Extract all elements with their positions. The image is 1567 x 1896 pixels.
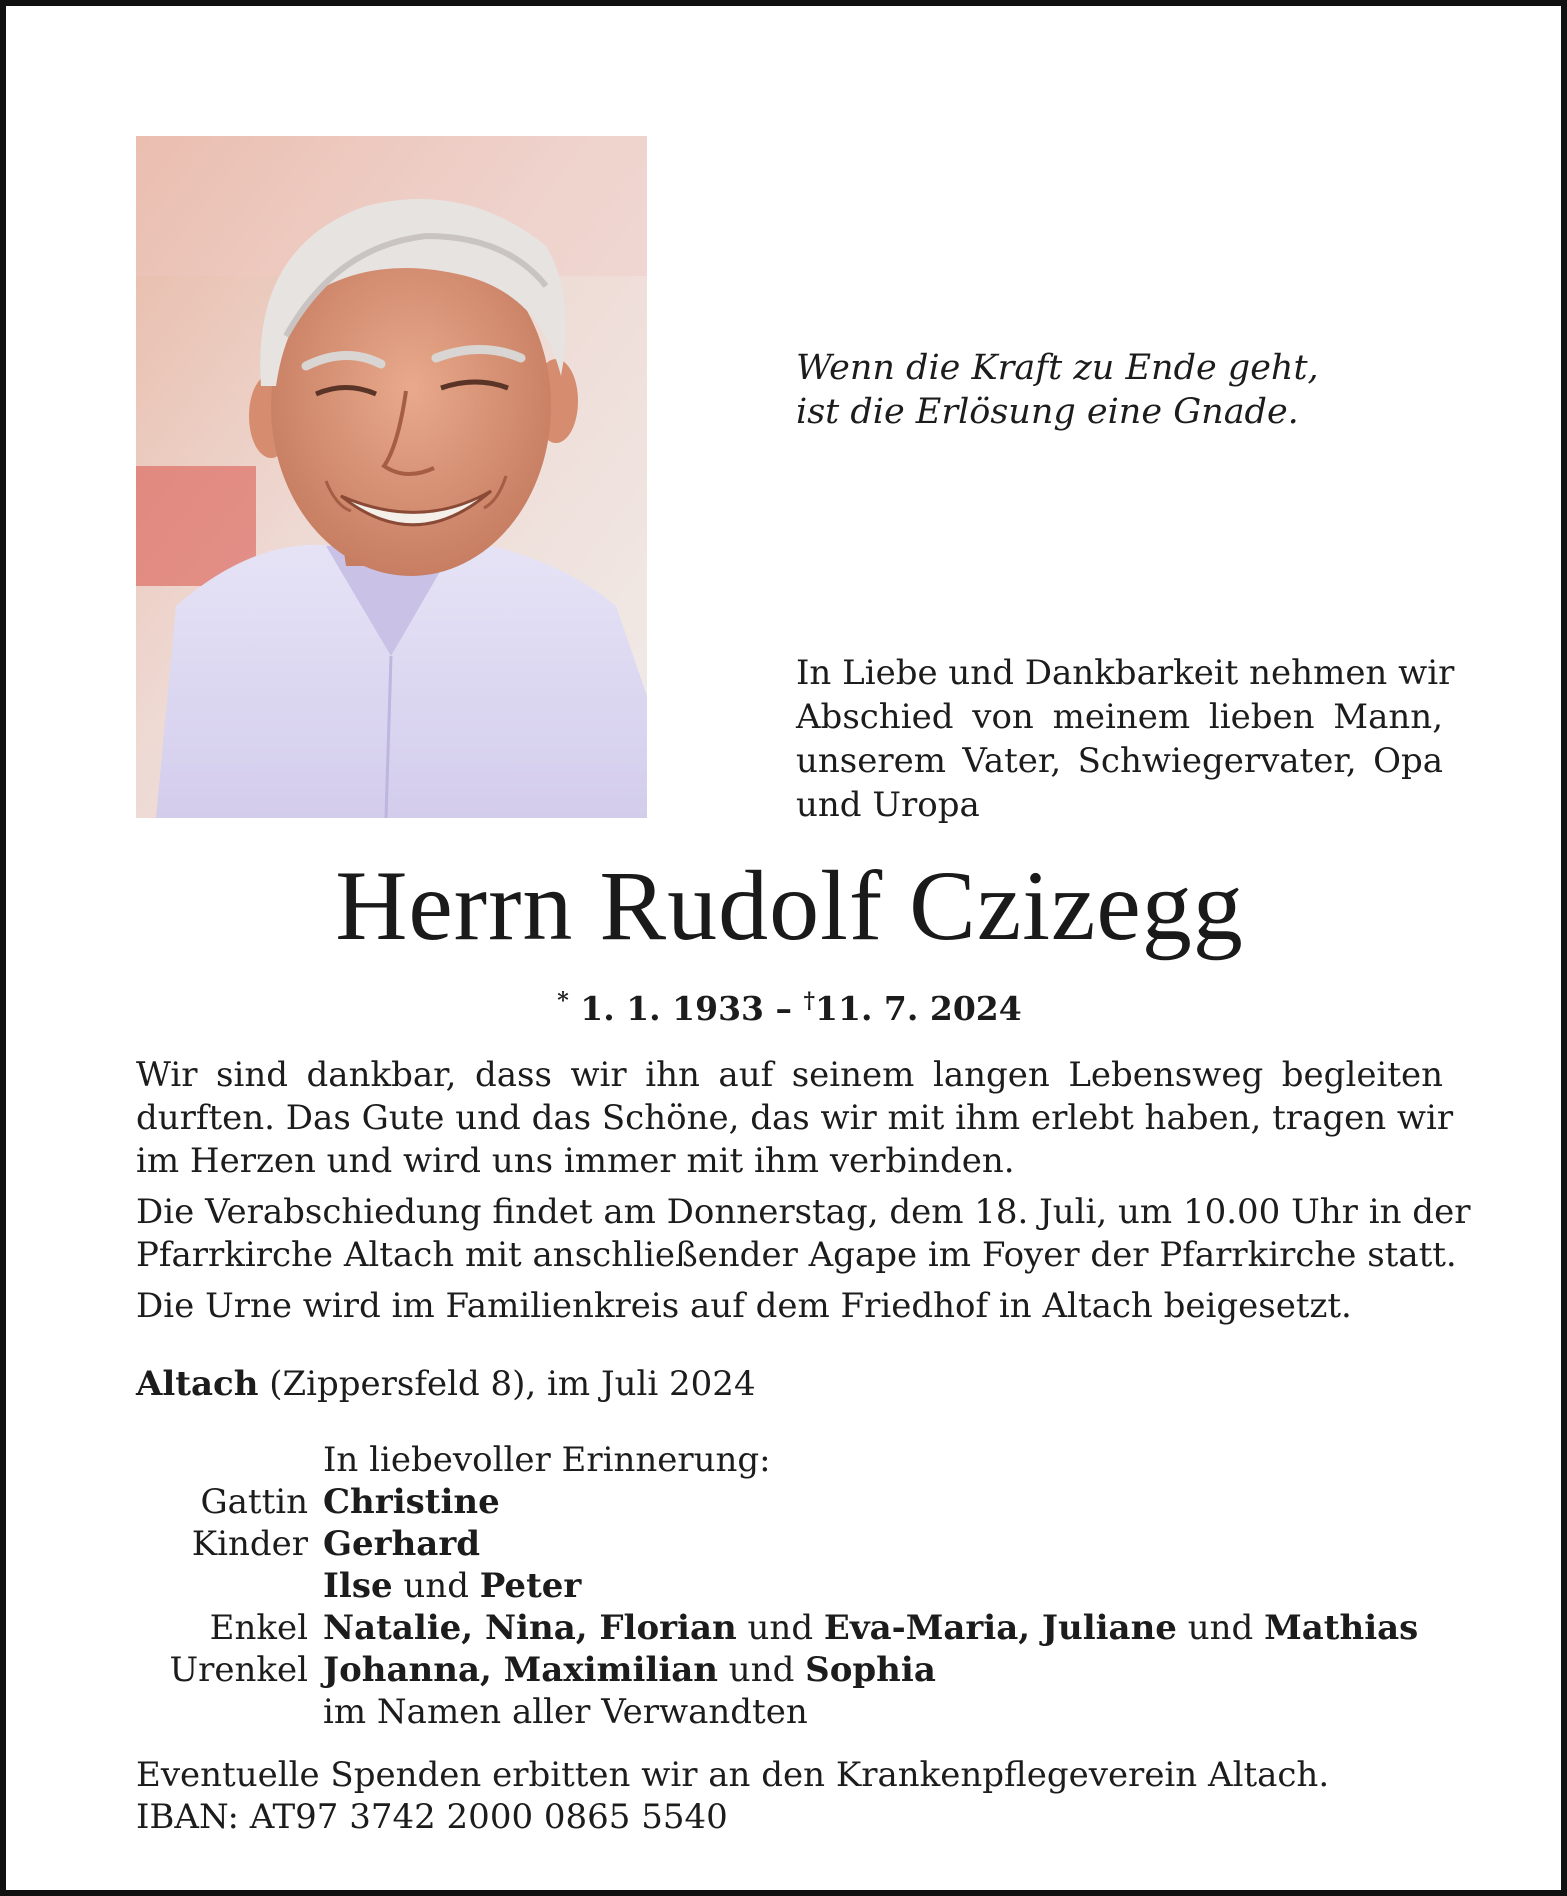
text-line: im Herzen und wird uns immer mit ihm verbinden. [136,1141,1015,1181]
text-line: durften. Das Gute und das Schöne, das wir mit ihm erlebt haben, tragen wir [136,1098,1454,1138]
mourners-list [136,1439,1456,1733]
intro-line: In Liebe und Dankbarkeit nehmen wir [796,653,1455,693]
portrait-photo [136,136,647,818]
intro-line: unserem Vater, Schwiegervater, Opa [796,741,1443,781]
mourners-heading: In liebevoller Erinnerung: [323,1440,771,1480]
quote-line: ist die Erlösung eine Gnade. [796,392,1299,432]
quote [796,346,1496,434]
birth-date: 1. 1. 1933 [580,989,765,1028]
mourner-role [136,1565,323,1607]
portrait-illustration [136,136,647,818]
paragraph [136,1054,1454,1183]
mourner-name: Peter [479,1566,582,1606]
quote-line: Wenn die Kraft zu Ende geht, [796,348,1319,388]
mourner-name: Gerhard [323,1524,481,1564]
place-town: Altach [136,1364,259,1404]
text-line: Die Verabschiedung findet am Donnerstag, dem 18. Juli, um 10.00 Uhr in der [136,1192,1471,1232]
mourner-name: Natalie, Nina, Florian [323,1608,737,1648]
paragraph [136,1285,1443,1328]
mourner-connector: und [717,1650,806,1690]
mourner-connector: und [1176,1608,1265,1648]
mourner-name: Mathias [1264,1608,1419,1648]
mourner-row [136,1565,1456,1607]
mourner-names [323,1691,808,1733]
mourner-names [323,1565,581,1607]
mourner-row [136,1481,1456,1523]
mourner-role: Gattin [200,1482,308,1522]
body-text [136,1054,1471,1336]
mourner-rows [136,1481,1456,1733]
mourner-names [323,1649,936,1691]
mourner-row [136,1691,1456,1733]
mourner-role: Urenkel [169,1650,308,1690]
intro-text [796,651,1455,827]
deceased-name: Herrn Rudolf Czizegg [335,850,1244,961]
mourner-name: Johanna, Maximilian [323,1650,718,1690]
mourner-connector: und [736,1608,824,1648]
intro-line: und Uropa [796,785,980,825]
life-dates [6,981,1567,1029]
donation-note: Eventuelle Spenden erbitten wir an den Krankenpflegeverein Altach. [136,1755,1330,1795]
text-line: Pfarrkirche Altach mit anschließender Agape im Foyer der Pfarrkirche statt. [136,1235,1457,1275]
mourner-row [136,1523,1456,1565]
text-line: Wir sind dankbar, dass wir ihn auf seinem langen Lebensweg begleiten [136,1055,1443,1095]
birth-mark: * [557,988,569,1014]
mourner-name: Sophia [805,1650,936,1690]
footer [136,1754,1329,1838]
place-date [136,1363,756,1405]
mourner-row [136,1649,1456,1691]
paragraph [136,1191,1471,1277]
mourners-heading-row [136,1439,1456,1481]
place-rest: (Zippersfeld 8), im Juli 2024 [269,1364,756,1404]
death-date: 11. 7. 2024 [815,989,1022,1028]
death-mark: † [803,988,816,1014]
mourner-role: Enkel [209,1608,308,1648]
text-line: Die Urne wird im Familienkreis auf dem Friedhof in Altach beigesetzt. [136,1286,1352,1326]
mourner-row [136,1607,1456,1649]
mourner-names [323,1481,500,1523]
mourner-connector: und [392,1566,480,1606]
mourner-name: Eva-Maria, Juliane [823,1608,1177,1648]
mourner-names [323,1607,1418,1649]
mourner-role [136,1691,323,1733]
mourner-name: Christine [323,1482,500,1522]
mourner-connector: im Namen aller Verwandten [323,1692,808,1732]
mourner-role: Kinder [191,1524,308,1564]
mourner-name: Ilse [323,1566,393,1606]
mourner-names [323,1523,480,1565]
iban: IBAN: AT97 3742 2000 0865 5540 [136,1797,728,1837]
date-separator: – [775,989,793,1028]
intro-line: Abschied von meinem lieben Mann, [796,697,1443,737]
